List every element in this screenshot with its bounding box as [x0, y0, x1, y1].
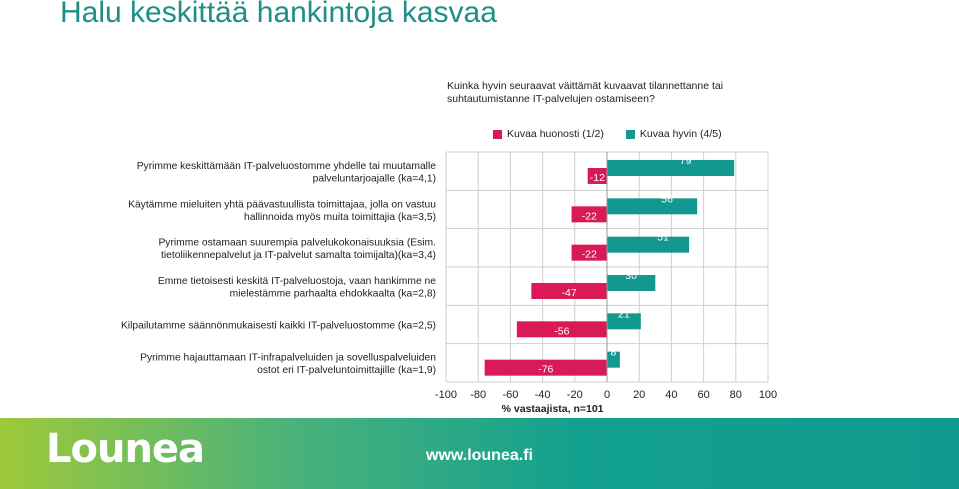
bar-label-negative: -47 — [561, 287, 577, 299]
page-title: Halu keskittää hankintoja kasvaa — [60, 0, 497, 29]
category-label: mielestämme parhaalta ehdokkaalta (ka=2,8) — [229, 288, 436, 300]
x-tick-label: -100 — [434, 389, 458, 401]
x-tick-label: 40 — [665, 389, 678, 401]
bar-label-positive: 51 — [657, 231, 669, 244]
category-label: ostot eri IT-palveluntoimittajille (ka=1,9) — [257, 365, 436, 377]
bar-label-positive: 8 — [610, 346, 617, 359]
footer-url: www.lounea.fi — [426, 447, 533, 464]
category-label: tietoliikennepalvelut ja IT-palvelut samalta toimijalta)(ka=3,4) — [160, 250, 436, 262]
x-tick-label: 20 — [633, 389, 646, 401]
x-tick-label: -80 — [470, 389, 487, 401]
bar-label-positive: 56 — [661, 193, 673, 206]
category-label: Käytämme mieluiten yhtä päävastuullista toimittajaa, jolla on vastuu — [128, 199, 436, 211]
x-tick-label: 0 — [603, 389, 611, 401]
bar-label-negative: -12 — [589, 172, 605, 184]
lounea-logo: Lounea — [46, 426, 205, 472]
legend-label-negative: Kuvaa huonosti (1/2) — [507, 128, 604, 140]
chart-title: Kuinka hyvin seuraavat väittämät kuvaavat tilannettanne tai suhtautumistanne IT-palvelujen ostamiseen? — [447, 80, 724, 105]
bar-label-negative: -56 — [554, 325, 570, 338]
category-label: palveluntarjoajalle (ka=4,1) — [312, 173, 436, 185]
x-tick-label: -40 — [534, 389, 551, 401]
category-label: Kilpailutamme säännönmukaisesti kaikki IT-palveluostomme (ka=2,5) — [120, 320, 436, 332]
bar-positive — [607, 237, 689, 253]
x-tick-label: 60 — [697, 389, 710, 401]
x-axis-label: % vastaajista, n=101 — [501, 403, 604, 415]
bar-positive — [607, 160, 734, 176]
category-label: Pyrimme keskittämään IT-palveluostomme yhdelle tai muutamalle — [136, 160, 436, 172]
category-label: Pyrimme ostamaan suurempia palvelukokonaisuuksia (Esim. — [158, 237, 436, 249]
category-label: Pyrimme hajauttamaan IT-infrapalveluiden ja sovelluspalveluiden — [140, 352, 436, 364]
bar-label-positive: 30 — [625, 270, 637, 282]
bar-label-negative: -22 — [581, 248, 597, 261]
x-tick-label: -20 — [566, 389, 583, 401]
category-label: hallinnoida myös muita toimittajia (ka=3,5) — [243, 211, 436, 223]
bar-label-positive: 21 — [618, 308, 630, 321]
bar-label-negative: -22 — [581, 210, 597, 223]
x-tick-label: -60 — [502, 389, 519, 401]
legend-label-positive: Kuvaa hyvin (4/5) — [639, 128, 722, 140]
bar-positive — [607, 198, 697, 214]
x-tick-label: 100 — [758, 389, 778, 401]
bar-label-negative: -76 — [538, 363, 554, 376]
category-label: Emme tietoisesti keskitä IT-palveluostoja, vaan hankimme ne — [157, 275, 436, 287]
x-tick-label: 80 — [729, 389, 742, 401]
bar-label-positive: 79 — [679, 155, 692, 167]
